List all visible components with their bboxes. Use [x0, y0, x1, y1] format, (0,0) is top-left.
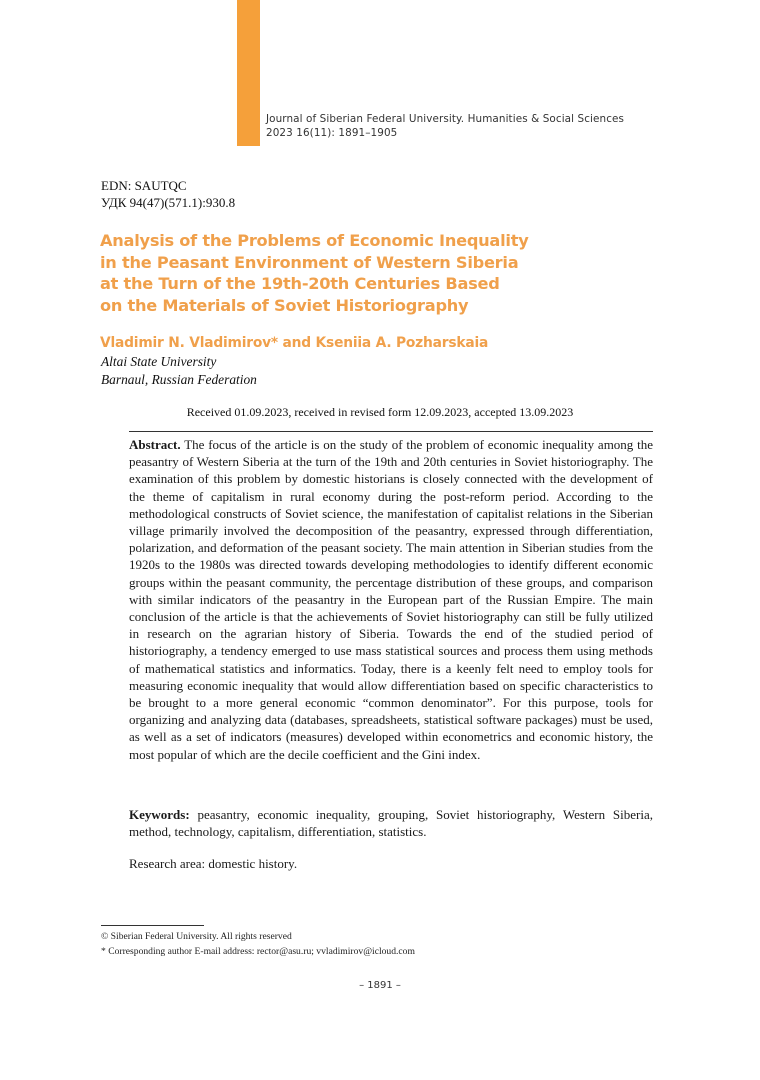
header-accent-bar: [237, 0, 260, 146]
journal-name: Journal of Siberian Federal University. Humanities & Social Sciences: [266, 113, 625, 125]
footnotes: [101, 929, 415, 959]
udk-code: УДК 94(47)(571.1):930.8: [101, 195, 236, 210]
page-number: – 1891 –: [359, 980, 401, 991]
article-title: [100, 230, 570, 316]
affiliation-university: Altai State University: [101, 354, 217, 369]
journal-header: [266, 113, 736, 140]
author-names: Vladimir N. Vladimirov* and Kseniia A. Pozharskaia: [100, 335, 489, 351]
keywords: [129, 806, 653, 840]
edn-code: EDN: SAUTQC: [101, 178, 187, 193]
abstract-text: The focus of the article is on the study of the problem of economic inequality among the peasantry of Western Siberia at the turn of the 19th and 20th centuries in Soviet historiography. The examination of this problem by domestic historians is closely connected with the development of the theme of capitalism in rural economy during the post-reform period. According to the methodological constructs of Soviet science, the manifestation of capitalist relations in the Siberian village primarily involved the decomposition of the peasantry, expressed through differentiation, polarization, and deformation of the peasant society. The main attention in Siberian studies from the 1920s to the 1980s was directed towards developing methodologies to identify different economic groups within the peasant community, the percentage distribution of these groups, and comparison with similar indicators of the peasantry in the European part of the Russian Empire. The main conclusion of the article is that the achievements of Soviet historiography can still be fully utilized in research on the agrarian history of Siberia. Towards the end of the studied period of historiography, a tendency emerged to use mass statistical sources and process them using methods of mathematical statistics and informatics. Today, there is a keenly felt need to employ tools for measuring economic inequality that would allow differentiation based on specific characteristics to be brought to a more general economic “common denominator”. For this purpose, tools for organizing and analyzing data (databases, spreadsheets, statistical software packages) must be used, as well as a set of indicators (measures) developed within econometrics and economic history, the most popular of which are the decile coefficient and the Gini index.: [129, 437, 653, 762]
affiliation: [101, 353, 257, 388]
abstract-label: Abstract.: [129, 437, 181, 452]
title-line: in the Peasant Environment of Western Siberia: [100, 252, 519, 272]
received-dates: Received 01.09.2023, received in revised form 12.09.2023, accepted 13.09.2023: [186, 405, 574, 419]
journal-issue: 2023 16(11): 1891–1905: [266, 126, 398, 139]
title-line: Analysis of the Problems of Economic Inequality: [100, 231, 529, 250]
affiliation-city: Barnaul, Russian Federation: [101, 371, 257, 387]
footnote-divider: [101, 925, 204, 926]
title-line: at the Turn of the 19th-20th Centuries Based: [100, 274, 500, 293]
abstract: [129, 436, 653, 763]
research-area: Research area: domestic history.: [129, 856, 298, 871]
keywords-label: Keywords:: [129, 807, 190, 822]
copyright-note: © Siberian Federal University. All rights reserved: [101, 931, 292, 942]
title-line: on the Materials of Soviet Historiography: [100, 295, 469, 315]
corresponding-author-note: * Corresponding author E-mail address: rector@asu.ru; vvladimirov@icloud.com: [101, 946, 415, 957]
article-identifiers: [101, 177, 235, 211]
keywords-text: peasantry, economic inequality, grouping, Soviet historiography, Western Siberia, method, technology, capitalism, differentiation, statistics.: [129, 807, 653, 840]
abstract-divider: [129, 431, 653, 432]
